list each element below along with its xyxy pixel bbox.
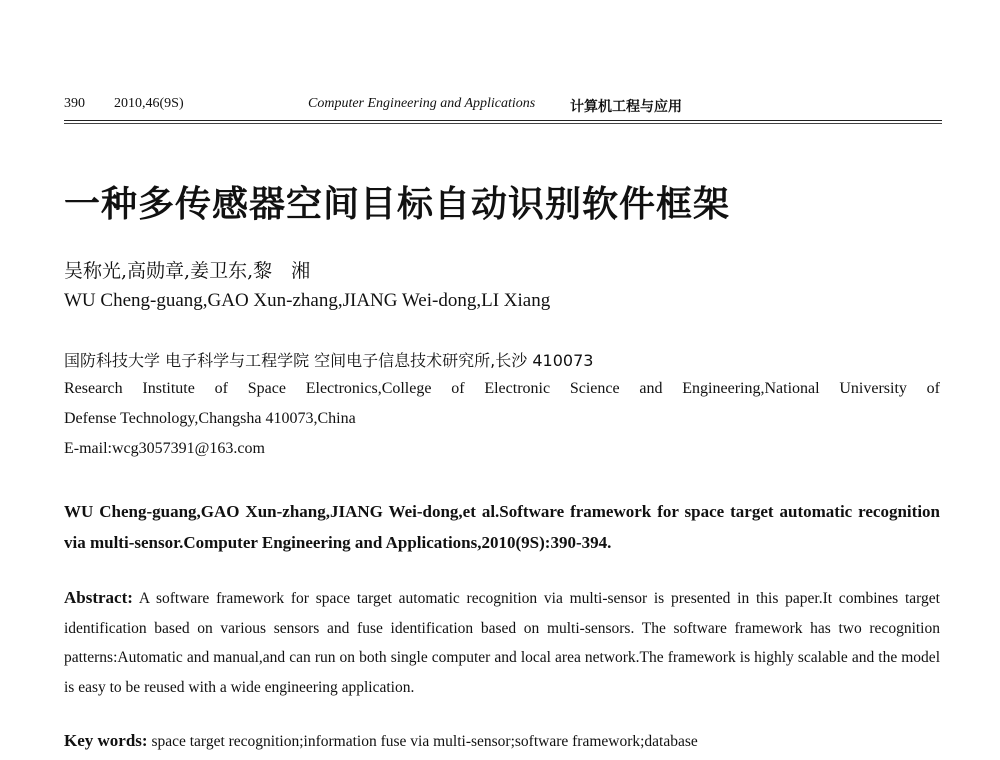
affiliation-en-line1: Research Institute of Space Electronics,College of Electronic Science and Engineering,National University of	[64, 380, 940, 397]
header-rule	[64, 120, 942, 124]
keywords-label: Key words:	[64, 731, 148, 750]
journal-title-en: Computer Engineering and Applications	[308, 96, 536, 111]
article-title: 一种多传感器空间目标自动识别软件框架	[64, 184, 731, 225]
authors-cn: 吴称光,高勋章,姜卫东,黎 湘	[64, 260, 311, 282]
affiliation-en-line2: Defense Technology,Changsha 410073,China	[64, 410, 356, 427]
abstract-text: A software framework for space target automatic recognition via multi-sensor is presented in this paper.It combines target identification based on various sensors and fuse identification based on multi-sensors. The software framework has two recognition patterns:Automatic and manual,and can run on both single computer and local area network.The framework is highly scalable and the model is easy to be reused with a wide engineering application.	[64, 590, 940, 696]
citation: WU Cheng-guang,GAO Xun-zhang,JIANG Wei-dong,et al.Software framework for space target automatic recognition via multi-sensor.Computer Engineering and Applications,2010(9S):390-394.	[64, 502, 940, 552]
author-email: E-mail:wcg3057391@163.com	[64, 440, 265, 457]
page-number: 390	[64, 96, 85, 111]
abstract	[64, 583, 940, 702]
affiliation-cn: 国防科技大学 电子科学与工程学院 空间电子信息技术研究所,长沙 410073	[64, 351, 594, 370]
issue-info: 2010,46(9S)	[114, 96, 184, 111]
authors-en: WU Cheng-guang,GAO Xun-zhang,JIANG Wei-dong,LI Xiang	[64, 290, 551, 311]
keywords-text: space target recognition;information fuse via multi-sensor;software framework;database	[151, 733, 698, 750]
abstract-label: Abstract:	[64, 588, 133, 607]
keywords	[64, 731, 940, 751]
running-head	[64, 96, 940, 118]
journal-title-cn: 计算机工程与应用	[570, 99, 682, 115]
